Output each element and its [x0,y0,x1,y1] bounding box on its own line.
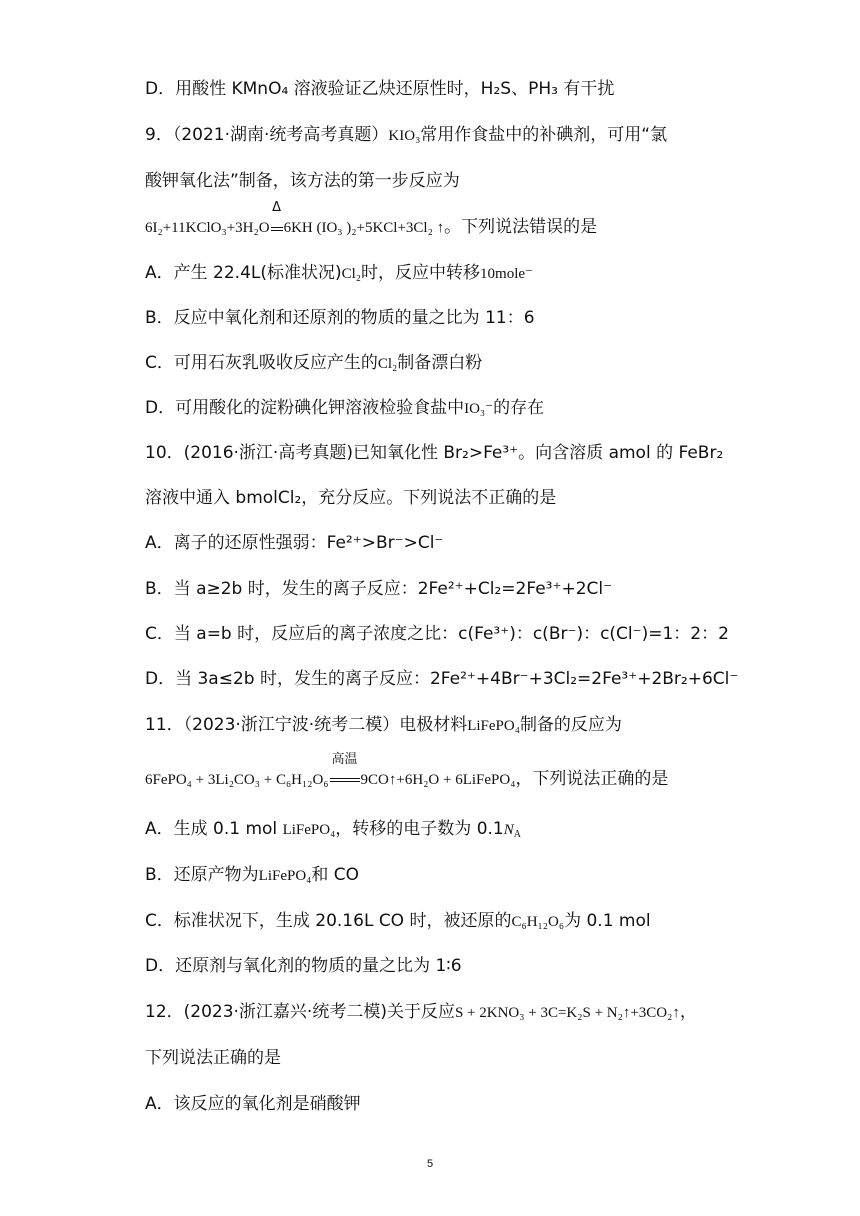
q9-source: （2021·湖南·统考高考真题） [172,125,389,145]
q11a-text2: ，转移的电子数为 0.1 [335,819,504,839]
q11a-text1: A．生成 0.1 mol [145,819,283,839]
q9a-value: 10mole⁻ [480,266,533,282]
q9d-text2: 的存在 [493,398,545,418]
q11-text2: 制备的反应为 [519,715,622,735]
q11-equation-arrow [329,752,361,791]
q11-option-a [145,818,521,841]
q11-equation-tail: ，下列说法正确的是 [515,769,669,789]
q9a-cl2: Cl₂ [341,266,362,282]
q9-equation-line [145,200,598,239]
q9a-text2: 时，反应中转移 [361,263,481,283]
q9c-cl2: Cl₂ [377,356,398,372]
q9d-io3: IO₃⁻ [464,401,494,417]
q9c-text1: C．可用石灰乳吸收反应产生的 [145,353,378,373]
q10-option-c: C．当 a=b 时，反应后的离子浓度之比：c(Fe³⁺)：c(Br⁻)：c(Cl⁻)=1：2：2 [145,624,729,644]
q9-equation-products: 6KH (IO₃ )₂+5KCl+3Cl₂ ↑ [283,220,445,236]
q9-option-d [145,397,544,420]
q9-equation-tail: 。下列说法错误的是 [444,217,598,237]
q9-kio3: KIO₃ [388,128,421,144]
q9-stem-line2: 酸钾氧化法”制备，该方法的第一步反应为 [145,171,460,191]
q12-option-a: A．该反应的氧化剂是硝酸钾 [145,1094,361,1114]
q10-stem-line2: 溶液中通入 bmolCl₂，充分反应。下列说法不正确的是 [145,488,557,508]
q11c-text1: C．标准状况下，生成 20.16L CO 时，被还原的 [145,911,512,931]
q11c-text2: 为 0.1 mol [564,911,651,931]
q9-option-a [145,262,533,285]
q9c-text2: 制备漂白粉 [397,353,483,373]
q12-stem-line1 [145,1001,697,1024]
q10-option-d: D．当 3a≤2b 时，发生的离子反应：2Fe²⁺+4Br⁻+3Cl₂=2Fe³⁺+2Br₂+6Cl⁻ [145,669,739,689]
q9-equation-arrow [270,200,284,239]
q11a-lifepo4: LiFePO₄ [282,822,336,838]
q11-option-c [145,910,651,933]
q10-stem-line1: 10．(2016·浙江·高考真题)已知氧化性 Br₂>Fe³⁺。向含溶质 amol 的 FeBr₂ [145,443,724,463]
q9a-text1: A．产生 22.4L(标准状况) [145,263,342,283]
q11b-lifepo4: LiFePO₄ [258,868,312,884]
q11c-glucose: C₆H₁₂O₆ [511,914,565,930]
q9-heat-symbol: Δ [272,200,282,215]
q11b-text1: B．还原产物为 [145,865,259,885]
q10-option-b: B．当 a≥2b 时，发生的离子反应：2Fe²⁺+Cl₂=2Fe³⁺+2Cl⁻ [145,579,613,599]
q9-text1: 常用作食盐中的补碘剂，可用“氯 [420,125,668,145]
q9-equation-reactants: 6I₂+11KClO₃+3H₂O [145,220,270,236]
q12-equation: S + 2KNO₃ + 3C=K₂S + N₂↑+3CO₂↑ [454,1005,680,1021]
q11-lifepo4: LiFePO₄ [467,718,520,734]
q11-option-d: D．还原剂与氧化剂的物质的量之比为 1∶6 [145,956,462,976]
q9-option-c [145,352,482,375]
q11-equation-line [145,752,669,791]
q11-equation-products: 9CO↑+6H₂O + 6LiFePO₄ [360,772,516,788]
q12-stem-line2: 下列说法正确的是 [145,1048,281,1068]
q12-text2: ， [679,1002,697,1022]
q9-number: 9． [145,125,173,145]
page-number: 5 [426,1158,434,1170]
q11a-avogadro: $N_A$ [503,822,521,840]
q9d-text1: D．可用酸化的淀粉碘化钾溶液检验食盐中 [145,398,465,418]
q11-condition: 高温 [331,752,358,767]
q11-equation-reactants: 6FePO₄ + 3Li₂CO₃ + C₆H₁₂O₆ [145,772,329,788]
q10-option-a: A．离子的还原性强弱：Fe²⁺>Br⁻>Cl⁻ [145,533,444,553]
q11-option-b [145,864,359,887]
q9-option-b: B．反应中氧化剂和还原剂的物质的量之比为 11：6 [145,308,535,328]
q8-option-d: D．用酸性 KMnO₄ 溶液验证乙炔还原性时，H₂S、PH₃ 有干扰 [145,79,615,99]
q12-text1: 12．(2023·浙江嘉兴·统考二模)关于反应 [145,1002,455,1022]
q11-stem-line1 [145,714,622,737]
q11-text1: 11．（2023·浙江宁波·统考二模）电极材料 [145,715,468,735]
q9-stem-line1 [145,124,667,147]
q11b-text2: 和 CO [311,865,360,885]
